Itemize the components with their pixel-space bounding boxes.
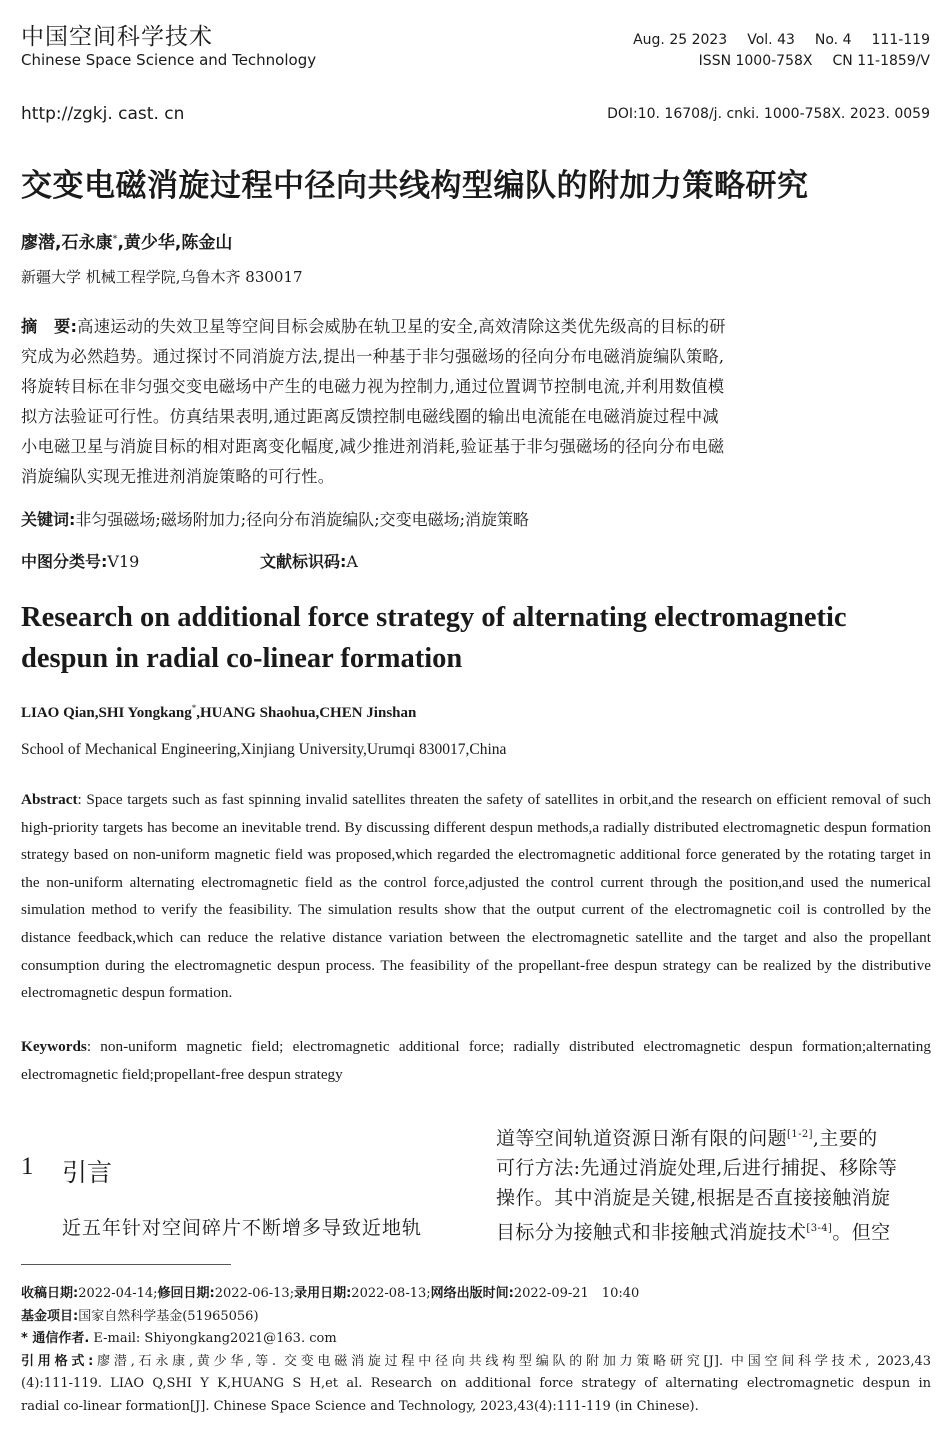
intro-text: 道等空间轨道资源日渐有限的问题 <box>496 1127 788 1150</box>
issue-info <box>613 30 930 72</box>
authors-en-part1: LIAO Qian,SHI Yongkang <box>21 705 192 721</box>
issue-date: Aug. 25 2023 <box>633 32 728 48</box>
abstract-cn <box>21 312 931 492</box>
doc-code-label: 文献标识码: <box>260 552 347 571</box>
paper-title-en <box>21 597 936 679</box>
accepted-date: 2022-08-13; <box>351 1286 431 1301</box>
abstract-cn-line: 消旋编队实现无推进剂消旋策略的可行性。 <box>21 467 335 486</box>
section-title: 引言 <box>62 1158 113 1187</box>
paper-title-cn: 交变电磁消旋过程中径向共线构型编队的附加力策略研究 <box>21 168 809 204</box>
corresponding-label: * 通信作者. <box>21 1331 90 1346</box>
keywords-cn <box>21 507 529 530</box>
online-date: 2022-09-21 10:40 <box>513 1286 640 1301</box>
footnote-dates <box>21 1283 931 1306</box>
abstract-en <box>21 786 931 1007</box>
footnotes <box>21 1283 931 1418</box>
accepted-label: 录用日期: <box>294 1286 352 1301</box>
abstract-en-label: Abstract <box>21 791 78 808</box>
citation-line: radial co-linear formation[J]. Chinese Space Science and Technology, 2023,43(4):111-119 (in Chinese). <box>21 1398 699 1414</box>
keywords-en-text: : non-uniform magnetic field; electromagnetic additional force; radially distributed electromagnetic despun formation;alternating electromagnetic field;propellant-free despun strategy <box>21 1038 931 1083</box>
affiliation-cn: 新疆大学 机械工程学院,乌鲁木齐 830017 <box>21 268 303 286</box>
received-label: 收稿日期: <box>21 1286 79 1301</box>
fund-label: 基金项目: <box>21 1308 79 1324</box>
keywords-en <box>21 1033 931 1088</box>
doi[interactable]: DOI:10. 16708/j. cnki. 1000-758X. 2023. 0059 <box>607 106 930 122</box>
intro-text: 可行方法:先通过消旋处理,后进行捕捉、移除等 <box>496 1157 898 1180</box>
corresponding-email[interactable]: E-mail: Shiyongkang2021@163. com <box>89 1331 337 1346</box>
revised-label: 修回日期: <box>157 1286 215 1301</box>
clc-number <box>21 549 139 572</box>
cn-number: CN 11-1859/V <box>832 53 930 69</box>
footnote-citation <box>21 1351 931 1374</box>
section-number: 1 <box>21 1153 34 1180</box>
fund-text: 国家自然科学基金(51965056) <box>78 1308 259 1324</box>
footnote-divider <box>21 1264 231 1265</box>
issue-volume: Vol. 43 <box>747 32 795 48</box>
abstract-cn-label: 摘 要: <box>21 317 78 336</box>
authors-en-part2: ,HUANG Shaohua,CHEN Jinshan <box>196 705 417 721</box>
citation-label: 引用格式: <box>21 1353 94 1369</box>
online-label: 网络出版时间: <box>430 1286 514 1301</box>
intro-left-column: 近五年针对空间碎片不断增多导致近地轨 <box>62 1217 423 1239</box>
citation-line: (4):111-119. LIAO Q,SHI Y K,HUANG S H,et al. Research on additional force strategy of alternating electromagnetic despun in <box>21 1376 931 1391</box>
journal-name-en: Chinese Space Science and Technology <box>21 51 317 69</box>
keywords-en-label: Keywords <box>21 1038 87 1055</box>
abstract-cn-line: 究成为必然趋势。通过探讨不同消旋方法,提出一种基于非匀强磁场的径向分布电磁消旋编队策略, <box>21 347 725 366</box>
received-date: 2022-04-14; <box>78 1286 158 1301</box>
affiliation-en: School of Mechanical Engineering,Xinjiang University,Urumqi 830017,China <box>21 741 507 758</box>
citation-ref[interactable]: [3-4] <box>806 1222 833 1234</box>
corresponding-mark-en: * <box>191 703 197 713</box>
title-en-line1: Research on additional force strategy of alternating electromagnetic <box>21 602 847 633</box>
clc-label: 中图分类号: <box>21 552 108 571</box>
authors-cn <box>21 228 232 253</box>
footnote-fund <box>21 1306 931 1329</box>
authors-en <box>21 703 416 722</box>
abstract-cn-line: 拟方法验证可行性。仿真结果表明,通过距离反馈控制电磁线圈的输出电流能在电磁消旋过程中减 <box>21 407 719 426</box>
keywords-cn-label: 关键词: <box>21 510 76 529</box>
intro-right-column <box>496 1120 930 1248</box>
abstract-cn-line: 将旋转目标在非匀强交变电磁场中产生的电磁力视为控制力,通过位置调节控制电流,并利用数值模 <box>21 377 725 396</box>
journal-url[interactable]: http://zgkj. cast. cn <box>21 104 185 124</box>
intro-text: 。但空 <box>832 1221 891 1244</box>
corresponding-mark: * <box>112 233 118 245</box>
footnote-corresponding <box>21 1328 931 1351</box>
keywords-cn-text: 非匀强磁场;磁场附加力;径向分布消旋编队;交变电磁场;消旋策略 <box>75 510 529 529</box>
citation-line: 廖潜,石永康,黄少华,等. 交变电磁消旋过程中径向共线构型编队的附加力策略研究[J]. 中国空间科学技术, 2023,43 <box>93 1353 932 1369</box>
authors-cn-part1: 廖潜,石永康 <box>21 233 113 253</box>
abstract-en-text: : Space targets such as fast spinning invalid satellites threaten the safety of satellites in orbit,and the research on efficient removal of such high-priority targets has become an inevitable trend. By discussing different despun methods,a radially distributed electromagnetic despun formation strategy based on non-uniform magnetic field was proposed,which regarded the electromagnetic additional force generated by the rotating target in the non-uniform alternating electromagnetic field as the control force,adjusted the control current through the position,and used the numerical simulation method to verify the feasibility. The simulation results show that the output current of the electromagnetic coil is controlled by the distance feedback,which can reduce the relative distance variation between the electromagnetic satellite and the target and also the propellant consumption during the electromagnetic despun process. The feasibility of the propellant-free despun strategy can be realized by the distributive electromagnetic despun formation. <box>21 791 931 1002</box>
doc-code-value: A <box>346 552 358 571</box>
issn: ISSN 1000-758X <box>698 53 813 69</box>
intro-text: 目标分为接触式和非接触式消旋技术 <box>496 1221 807 1244</box>
abstract-cn-line: 小电磁卫星与消旋目标的相对距离变化幅度,减少推进剂消耗,验证基于非匀强磁场的径向分布电磁 <box>21 437 725 456</box>
abstract-cn-line: 高速运动的失效卫星等空间目标会威胁在轨卫星的安全,高效清除这类优先级高的目标的研 <box>77 317 726 336</box>
revised-date: 2022-06-13; <box>214 1286 295 1301</box>
citation-ref[interactable]: [1-2] <box>787 1129 813 1140</box>
journal-name-cn: 中国空间科学技术 <box>21 24 213 50</box>
document-code <box>260 549 358 572</box>
title-en-line2: despun in radial co-linear formation <box>21 643 463 674</box>
issue-pages: 111-119 <box>871 32 930 48</box>
intro-text: 操作。其中消旋是关键,根据是否直接接触消旋 <box>496 1186 891 1209</box>
clc-value: V19 <box>107 552 140 571</box>
intro-text: ,主要的 <box>812 1127 878 1150</box>
authors-cn-part2: ,黄少华,陈金山 <box>117 233 233 253</box>
issue-number: No. 4 <box>814 32 852 48</box>
